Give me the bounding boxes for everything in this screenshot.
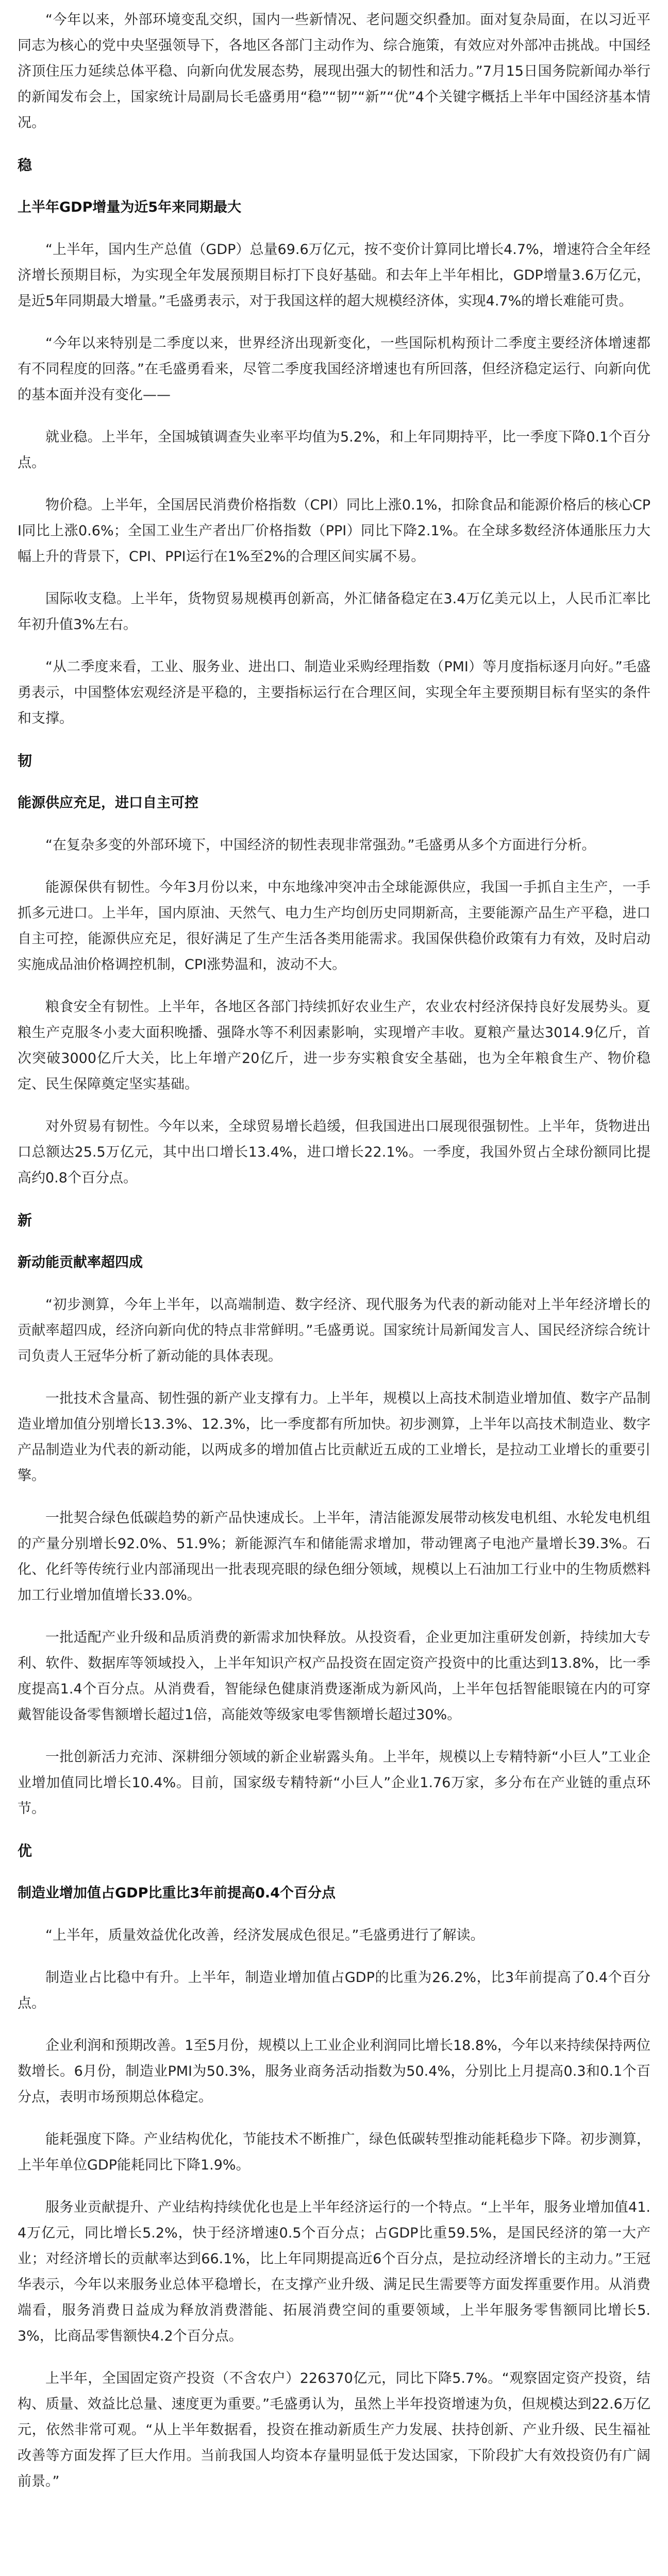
section-heading-wen: 稳 [18, 157, 32, 174]
paragraph: 对外贸易有韧性。今年以来，全球贸易增长趋缓，但我国进出口展现很强韧性。上半年，货物进出口总额达25.5万亿元，其中出口增长13.4%，进口增长22.1%。一季度，我国外贸占全球份额同比提高约0.8个百分点。 [18, 1118, 650, 1186]
intro-paragraph: “今年以来，外部环境变乱交织，国内一些新情况、老问题交织叠加。面对复杂局面，在以习近平同志为核心的党中央坚强领导下，各地区各部门主动作为、综合施策，有效应对外部冲击挑战。中国经济顶住压力延续总体平稳、向新向优发展态势，展现出强大的韧性和活力。”7月15日国务院新闻办举行的新闻发布会上，国家统计局副局长毛盛勇用“稳”“韧”“新”“优”4个关键字概括上半年中国经济基本情况。 [18, 12, 650, 131]
paragraph: “在复杂多变的外部环境下，中国经济的韧性表现非常强劲。”毛盛勇从多个方面进行分析。 [45, 837, 596, 853]
paragraph: 一批适配产业升级和品质消费的新需求加快释放。从投资看，企业更加注重研发创新，持续加大专利、软件、数据库等领域投入，上半年知识产权产品投资在固定资产投资中的比重达到13.8%，比一季度提高1.4个百分点。从消费看，智能绿色健康消费逐渐成为新风尚，上半年包括智能眼镜在内的可穿戴智能设备零售额增长超过1倍，高能效等级家电零售额增长超过30%。 [18, 1630, 650, 1723]
paragraph: “初步测算，今年上半年，以高端制造、数字经济、现代服务为代表的新动能对上半年经济增长的贡献率超四成，经济向新向优的特点非常鲜明。”毛盛勇说。国家统计局新闻发言人、国民经济综合统计司负责人王冠华分析了新动能的具体表现。 [18, 1297, 650, 1364]
paragraph: 物价稳。上半年，全国居民消费价格指数（CPI）同比上涨0.1%，扣除食品和能源价格后的核心CPI同比上涨0.6%；全国工业生产者出厂价格指数（PPI）同比下降2.1%。在全球多数经济体通胀压力大幅上升的背景下，CPI、PPI运行在1%至2%的合理区间实属不易。 [18, 497, 650, 565]
subheading-gdp-increase: 上半年GDP增量为近5年来同期最大 [18, 199, 242, 215]
paragraph: 上半年，全国固定资产投资（不含农户）226370亿元，同比下降5.7%。“观察固定资产投资，结构、质量、效益比总量、速度更为重要。”毛盛勇认为，虽然上半年投资增速为负，但规模达到22.6万亿元，依然非常可观。“从上半年数据看，投资在推动新质生产力发展、扶持创新、产业升级、民生福祉改善等方面发挥了巨大作用。当前我国人均资本存量明显低于发达国家，下阶段扩大有效投资仍有广阔前景。” [18, 2370, 650, 2489]
paragraph: 服务业贡献提升、产业结构持续优化也是上半年经济运行的一个特点。“上半年，服务业增加值41.4万亿元，同比增长5.2%，快于经济增速0.5个百分点；占GDP比重59.5%，是国民经济的第一大产业；对经济增长的贡献率达到66.1%，比上年同期提高近6个百分点，是拉动经济增长的主动力。”王冠华表示，今年以来服务业总体平稳增长，在支撑产业升级、满足民生需要等方面发挥重要作用。从消费端看，服务消费日益成为释放消费潜能、拓展消费空间的重要领域，上半年服务零售额同比增长5.3%，比商品零售额快4.2个百分点。 [18, 2199, 650, 2344]
subheading-new-momentum: 新动能贡献率超四成 [18, 1255, 143, 1270]
paragraph: 粮食安全有韧性。上半年，各地区各部门持续抓好农业生产，农业农村经济保持良好发展势头。夏粮生产克服冬小麦大面积晚播、强降水等不利因素影响，实现增产丰收。夏粮产量达3014.9亿斤，首次突破3000亿斤大关，比上年增产20亿斤，进一步夯实粮食安全基础，也为全年粮食生产、物价稳定、民生保障奠定坚实基础。 [18, 999, 650, 1092]
subheading-energy-supply: 能源供应充足，进口自主可控 [18, 795, 198, 811]
paragraph: 企业利润和预期改善。1至5月份，规模以上工业企业利润同比增长18.8%，今年以来持续保持两位数增长。6月份，制造业PMI为50.3%，服务业商务活动指数为50.4%，分别比上月提高0.3和0.1个百分点，表明市场预期总体稳定。 [18, 2038, 650, 2105]
paragraph: “上半年，质量效益优化改善，经济发展成色很足。”毛盛勇进行了解读。 [45, 1927, 485, 1943]
paragraph: 就业稳。上半年，全国城镇调查失业率平均值为5.2%，和上年同期持平，比一季度下降0.1个百分点。 [18, 429, 650, 471]
paragraph: 一批创新活力充沛、深耕细分领域的新企业崭露头角。上半年，规模以上专精特新“小巨人”工业企业增加值同比增长10.4%。目前，国家级专精特新“小巨人”企业1.76万家，多分布在产业链的重点环节。 [18, 1749, 650, 1817]
paragraph: “上半年，国内生产总值（GDP）总量69.6万亿元，按不变价计算同比增长4.7%，增速符合全年经济增长预期目标，为实现全年发展预期目标打下良好基础。和去年上半年相比，GDP增量3.6万亿元，是近5年同期最大增量。”毛盛勇表示，对于我国这样的超大规模经济体，实现4.7%的增长难能可贵。 [18, 242, 650, 309]
paragraph: 国际收支稳。上半年，货物贸易规模再创新高，外汇储备稳定在3.4万亿美元以上，人民币汇率比年初升值3%左右。 [18, 591, 650, 633]
paragraph: 一批契合绿色低碳趋势的新产品快速成长。上半年，清洁能源发展带动核发电机组、水轮发电机组的产量分别增长92.0%、51.9%；新能源汽车和储能需求增加，带动锂离子电池产量增长39.3%。石化、化纤等传统行业内部涌现出一批表现亮眼的绿色细分领域，规模以上石油加工行业中的生物质燃料加工行业增加值增长33.0%。 [18, 1510, 650, 1603]
paragraph: “从二季度来看，工业、服务业、进出口、制造业采购经理指数（PMI）等月度指标逐月向好。”毛盛勇表示，中国整体宏观经济是平稳的，主要指标运行在合理区间，实现全年主要预期目标有坚实的条件和支撑。 [18, 659, 650, 726]
section-heading-ren: 韧 [18, 752, 32, 769]
paragraph: 能源保供有韧性。今年3月份以来，中东地缘冲突冲击全球能源供应，我国一手抓自主生产，一手抓多元进口。上半年，国内原油、天然气、电力生产均创历史同期新高，主要能源产品生产平稳，进口自主可控，能源供应充足，很好满足了生产生活各类用能需求。我国保供稳价政策有力有效，及时启动实施成品油价格调控机制，CPI涨势温和，波动不大。 [18, 879, 650, 973]
paragraph: 能耗强度下降。产业结构优化，节能技术不断推广，绿色低碳转型推动能耗稳步下降。初步测算，上半年单位GDP能耗同比下降1.9%。 [18, 2131, 650, 2173]
section-heading-you: 优 [18, 1842, 32, 1859]
paragraph: “今年以来特别是二季度以来，世界经济出现新变化，一些国际机构预计二季度主要经济体增速都有不同程度的回落。”在毛盛勇看来，尽管二季度我国经济增速也有所回落，但经济稳定运行、向新向优的基本面并没有变化—— [18, 335, 650, 403]
paragraph: 制造业占比稳中有升。上半年，制造业增加值占GDP的比重为26.2%，比3年前提高了0.4个百分点。 [18, 1970, 650, 2011]
paragraph: 一批技术含量高、韧性强的新产业支撑有力。上半年，规模以上高技术制造业增加值、数字产品制造业增加值分别增长13.3%、12.3%，比一季度都有所加快。初步测算，上半年以高技术制造业、数字产品制造业为代表的新动能，以两成多的增加值占比贡献近五成的工业增长，是拉动工业增长的重要引擎。 [18, 1391, 650, 1484]
subheading-manufacturing-share: 制造业增加值占GDP比重比3年前提高0.4个百分点 [18, 1885, 336, 1901]
section-heading-xin: 新 [18, 1212, 32, 1229]
